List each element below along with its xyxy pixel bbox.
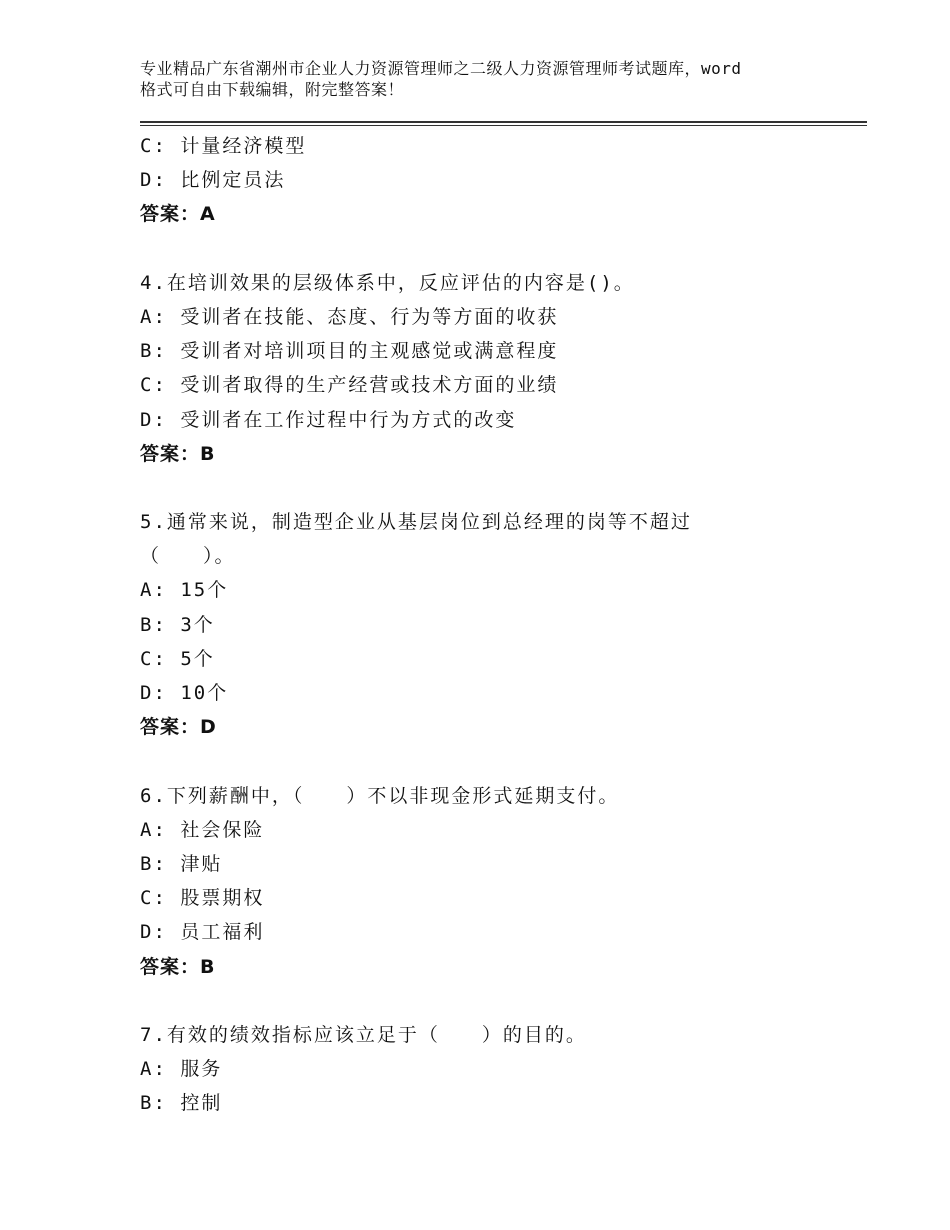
q7-question: 7.有效的绩效指标应该立足于（ ）的目的。 [140,1023,587,1046]
q5-answer: 答案：D [140,716,217,739]
question-list [140,129,867,1120]
document-header [140,58,840,100]
header-line-1: 专业精品广东省潮州市企业人力资源管理师之二级人力资源管理师考试题库，word [140,59,742,78]
spacer [140,744,867,778]
q4-option-a: A: 受训者在技能、态度、行为等方面的收获 [140,305,559,328]
q3-option-d: D: 比例定员法 [140,169,286,192]
q4-question: 4.在培训效果的层级体系中，反应评估的内容是()。 [140,271,635,294]
q6-option-b: B: 津贴 [140,852,223,875]
q5-question-line-1: 5.通常来说，制造型企业从基层岗位到总经理的岗等不超过 [140,511,692,534]
q5-option-b: B: 3个 [140,613,215,636]
q6-option-a: A: 社会保险 [140,818,265,841]
q6-option-c: C: 股票期权 [140,887,265,910]
q5-option-c: C: 5个 [140,647,215,670]
q7-option-b: B: 控制 [140,1092,223,1115]
q6-option-d: D: 员工福利 [140,921,265,944]
q4-option-c: C: 受训者取得的生产经营或技术方面的业绩 [140,374,559,397]
spacer [140,984,867,1018]
q6-question: 6.下列薪酬中，（ ）不以非现金形式延期支付。 [140,784,620,807]
q5-question-line-2: （ ）。 [140,545,236,568]
q4-option-b: B: 受训者对培训项目的主观感觉或满意程度 [140,340,559,363]
q4-option-d: D: 受训者在工作过程中行为方式的改变 [140,408,517,431]
spacer [140,471,867,505]
q5-option-d: D: 10个 [140,682,229,704]
q4-answer: 答案：B [140,442,216,465]
header-line-2: 格式可自由下载编辑，附完整答案！ [140,80,405,99]
header-rule-thick [140,121,867,123]
header-rule-thin [140,125,867,126]
q3-option-c: C: 计量经济模型 [140,135,307,157]
q6-answer: 答案：B [140,955,216,978]
q5-option-a: A: 15个 [140,579,229,602]
q3-answer: 答案：A [140,203,216,226]
spacer [140,232,867,266]
q7-option-a: A: 服务 [140,1058,223,1081]
